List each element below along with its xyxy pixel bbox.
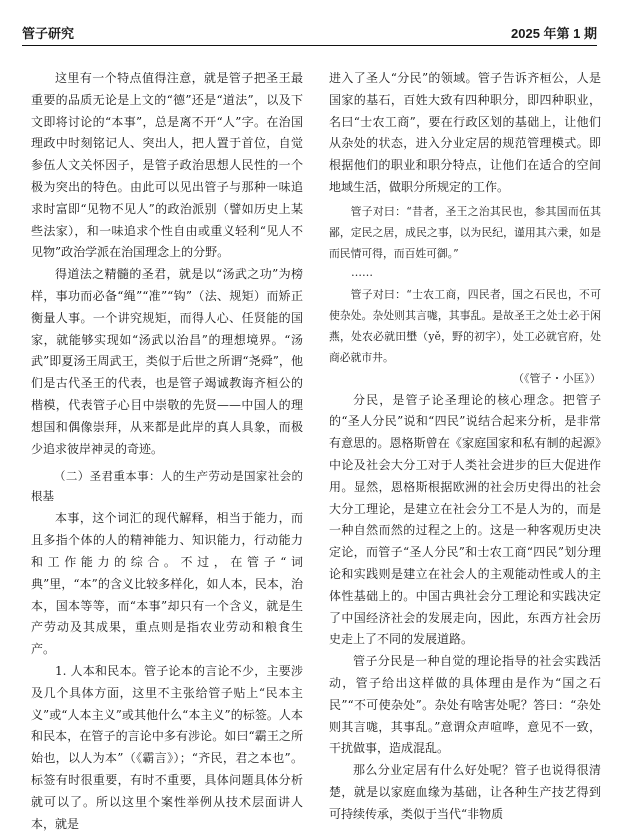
right-column: [329, 68, 601, 826]
header-rule: [22, 45, 597, 46]
left-column: [31, 68, 303, 835]
paragraph: 管子分民是一种自觉的理论指导的社会实践活动，管子给出这样做的具体理由是作为“国之石民”“不可使杂处”。杂处有啥害处呢？答曰：“杂处则其言哤，其事乱。”意谓众声喧哗，意见不一致，干扰做事，造成混乱。: [329, 654, 601, 756]
paragraph: 进入了圣人“分民”的领域。管子告诉齐桓公，人是国家的基石，百姓大致有四种职分，即四种职业，名曰“士农工商”，要在行政区划的基础上，让他们从杂处的状态，进入分业定居的规范管理模式。即根据他们的职业和职分特点，让他们在适合的空间地域生活，做职分所规定的工作。: [329, 71, 601, 194]
block-quote: 管子对曰：“昔者，圣王之治其民也，参其国而伍其鄙，定民之居，成民之事，以为民纪，谨用其六秉，如是而民情可得，而百姓可御。”: [329, 204, 601, 260]
paragraph: 这里有一个特点值得注意，就是管子把圣王最重要的品质无论是上文的“德”还是“道法”，以及下文即将讨论的“本事”，总是离不开“人”字。在治国理政中时刻铭记人、突出人，把人置于首位，自觉参伍人文关怀因子，是管子政治思想人民性的一个极为突出的特色。由此可以见出管子与那种一味追求时富即“见物不见人”的政治派别（譬如历史上某些法家），和一味追求个性自由或重义轻利“见人不见物”政治学派在治国理念上的分野。: [31, 71, 303, 260]
issue-label: 2025 年第 1 期: [511, 26, 597, 41]
paragraph: 本事，这个词汇的现代解释，相当于能力，而且多指个体的人的精神能力、知识能力，行动能力和工作能力的综合。不过，在管子“词典”里，“本”的含义比较多样化，如人本，民本，治本，国本等等，而“本事”却只有一个含义，就是生产劳动及其成果，重点则是指农业劳动和粮食生产。: [31, 511, 303, 657]
paragraph: 那么分业定居有什么好处呢？管子也说得很清楚，就是以家庭血缘为基础，让各种生产技艺得到可持续传承，类似于当代“非物质: [329, 763, 601, 821]
quote-source: （《管子・小匡》）: [513, 371, 601, 385]
journal-title: 管子研究: [22, 26, 75, 41]
block-quote: 管子对曰：“士农工商，四民者，国之石民也，不可使杂处。杂处则其言哤，其事乱。是故圣王之处士必于闲燕，处农必就田壄（yě，野的初字），处工必就官府，处商必就市井。: [329, 287, 601, 364]
paragraph: 1. 人本和民本。管子论本的言论不少，主要涉及几个具体方面，这里不主张给管子贴上“民本主义”或“人本主义”或其他什么“本主义”的标签。人本和民本，在管子的言论中多有涉论。如曰“霸王之所始也，以人为本”（《霸言》）；“齐民，君之本也”。标签有时很重要，有时不重要，具体问题具体分析就可以了。所以这里个案性举例从技术层面讲人本，就是: [31, 663, 303, 831]
paragraph: 得道法之精髓的圣君，就是以“汤武之功”为榜样，事功而必备“绳”“准”“钩”（法、规矩）而矫正衡量人事。一个讲究规矩，而得人心、任贤能的国家，就能够实现如“汤武以治昌”的理想境界。“汤武”即夏汤王周武王，类似于后世之所谓“尧舜”，他们是古代圣王的代表，也是管子竭诚教诲齐桓公的楷模，代表管子心目中崇敬的先贤——中国人的理想国和偶像崇拜，从来都是此岸的真人具象，而极少追求彼岸神灵的奇迹。: [31, 267, 303, 456]
section-heading: （二）圣君重本事：人的生产劳动是国家社会的根基: [31, 469, 303, 504]
page-header: [22, 20, 597, 42]
paragraph: 分民，是管子论圣理论的核心理念。把管子的“圣人分民”说和“四民”说结合起来分析，是非常有意思的。恩格斯曾在《家庭国家和私有制的起源》中论及社会大分工对于人类社会进步的巨大促进作用。显然，恩格斯根据欧洲的社会历史得出的社会大分工理论，是建立在社会分工不是人为的，而是一种自然而然的过程之上的。这是一种客观历史决定论，而管子“圣人分民”和士农工商“四民”划分理论和实践则是建立在社会人的主观能动性或人的主体性基础上的。中国古典社会分工理论和实践决定了中国经济社会的发展走向，因此，东西方社会历史走上了不同的发展道路。: [329, 392, 601, 647]
ellipsis: ……: [351, 265, 373, 279]
